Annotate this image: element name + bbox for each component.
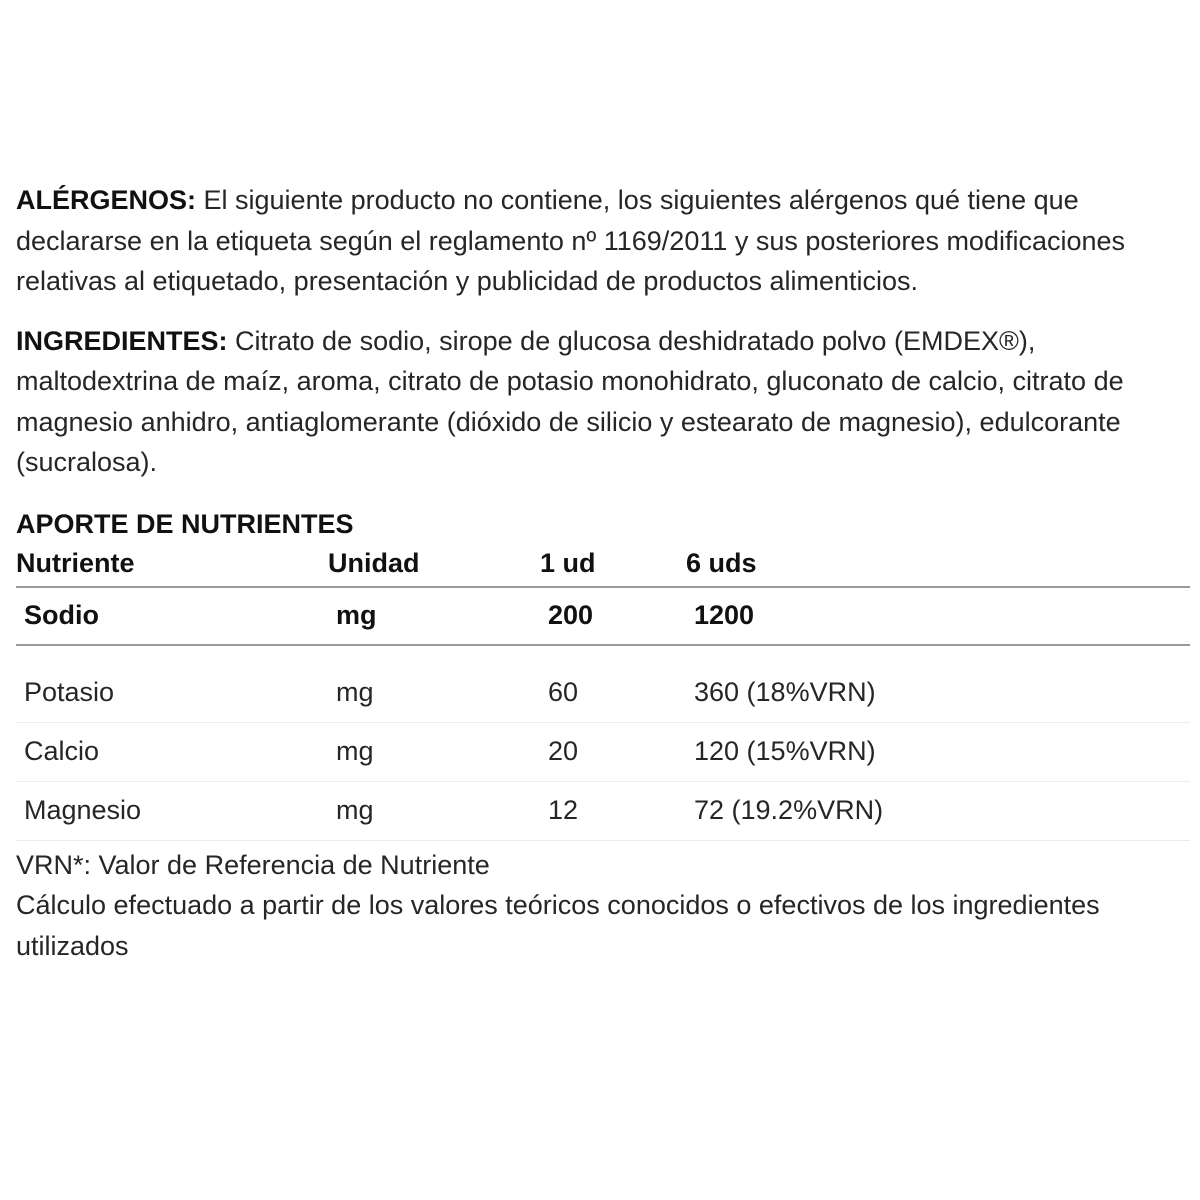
cell-nutrient: Sodio xyxy=(16,587,328,645)
cell-unit: mg xyxy=(328,664,540,723)
allergens-label: ALÉRGENOS: xyxy=(16,185,197,215)
cell-one-unit: 12 xyxy=(540,781,686,840)
cell-one-unit: 60 xyxy=(540,664,686,723)
cell-six-units: 72 (19.2%VRN) xyxy=(686,781,1190,840)
table-row xyxy=(16,722,1190,781)
table-spacer xyxy=(16,645,1190,664)
cell-one-unit: 20 xyxy=(540,722,686,781)
calculation-footnote: Cálculo efectuado a partir de los valores teóricos conocidos o efectivos de los ingredientes utilizados xyxy=(16,890,1100,961)
cell-six-units: 360 (18%VRN) xyxy=(686,664,1190,723)
nutrients-title: APORTE DE NUTRIENTES xyxy=(16,508,354,539)
table-row-sodium xyxy=(16,587,1190,645)
cell-one-unit: 200 xyxy=(540,587,686,645)
table-header-row xyxy=(16,544,1190,587)
vrn-footnote: VRN*: Valor de Referencia de Nutriente xyxy=(16,849,490,880)
allergens-paragraph xyxy=(16,180,1190,302)
table-row xyxy=(16,781,1190,840)
cell-nutrient: Potasio xyxy=(16,664,328,723)
product-info xyxy=(16,180,1190,966)
cell-unit: mg xyxy=(328,587,540,645)
cell-nutrient: Magnesio xyxy=(16,781,328,840)
ingredients-label: INGREDIENTES: xyxy=(16,325,228,356)
header-six-units: 6 uds xyxy=(686,544,1190,587)
header-unit: Unidad xyxy=(328,544,540,587)
table-row xyxy=(16,664,1190,723)
cell-nutrient: Calcio xyxy=(16,722,328,781)
cell-six-units: 120 (15%VRN) xyxy=(686,722,1190,781)
cell-unit: mg xyxy=(328,781,540,840)
allergens-text: El siguiente producto no contiene, los siguientes alérgenos qué tiene que declararse en la etiqueta según el reglamento nº 1169/2011 y sus posteriores modificaciones relativas al etiquetado, presentación y publicidad de productos alimenticios. xyxy=(16,185,1126,296)
header-one-unit: 1 ud xyxy=(540,544,686,587)
cell-unit: mg xyxy=(328,722,540,781)
header-nutrient: Nutriente xyxy=(16,544,328,587)
nutrients-table xyxy=(16,544,1190,841)
ingredients-text: Citrato de sodio, sirope de glucosa deshidratado polvo (EMDEX®), maltodextrina de maíz, aroma, citrato de potasio monohidrato, gluconato de calcio, citrato de magnesio anhidro, antiaglomerante (dióxido de silicio y estearato de magnesio), edulcorante (sucralosa). xyxy=(16,325,1124,477)
ingredients-paragraph xyxy=(16,321,1190,483)
cell-six-units: 1200 xyxy=(686,587,1190,645)
